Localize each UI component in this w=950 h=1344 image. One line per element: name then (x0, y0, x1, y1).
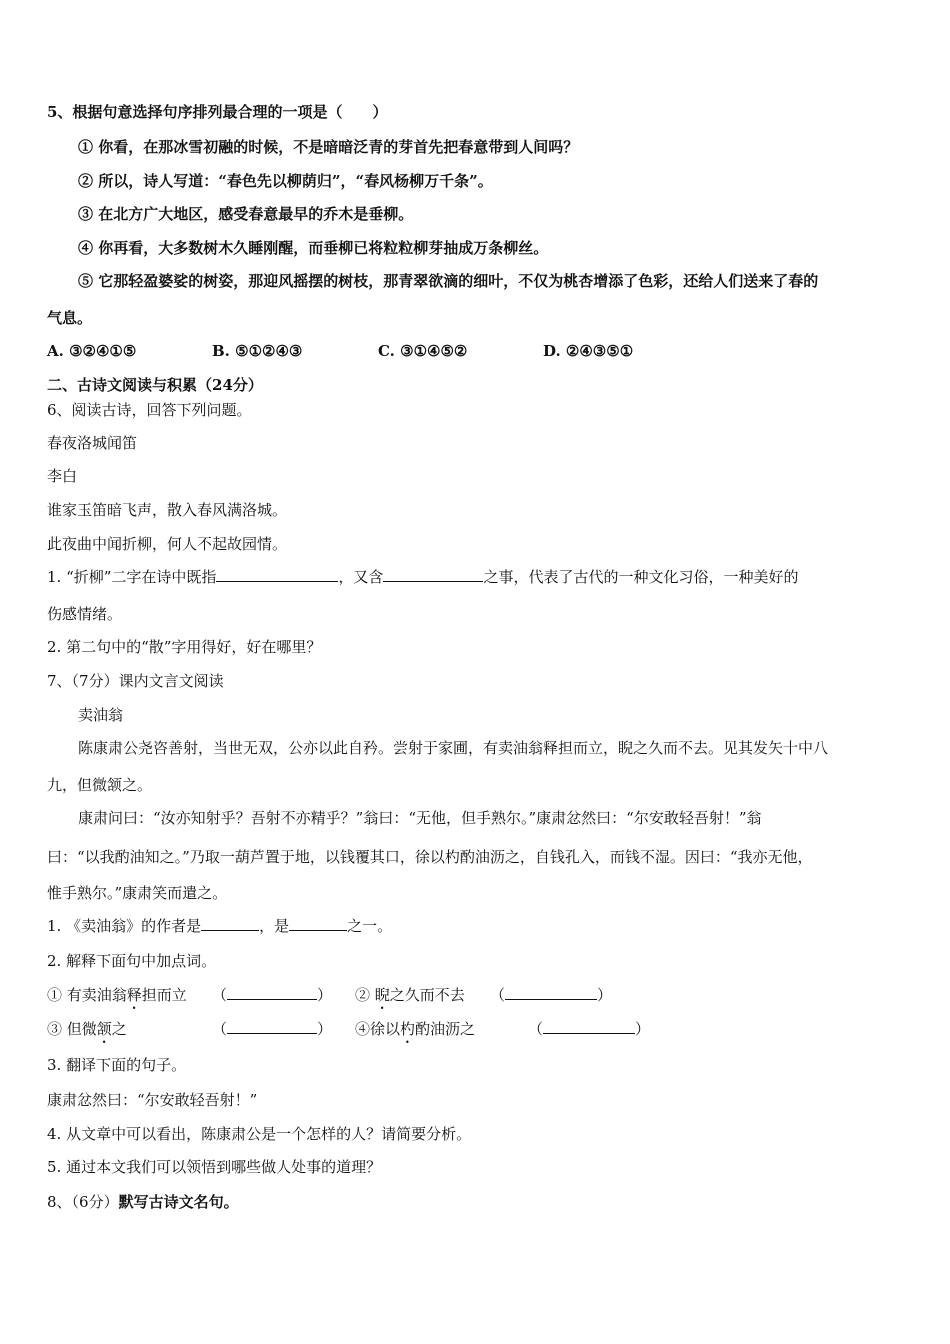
q5-sentence-1: ① 你看，在那冰雪初融的时候，不是暗暗泛青的芽首先把春意带到人间吗？ (78, 138, 579, 156)
q6-sub2: 2. 第二句中的“散”字用得好，好在哪里？ (47, 638, 322, 656)
passage-p2-line3: 惟手熟尔。”康肃笑而遣之。 (47, 884, 228, 902)
q5-option-c[interactable]: C. ③①④⑤② (378, 342, 468, 360)
passage-p2: 康肃问曰：“汝亦知射乎？吾射不亦精乎？”翁曰：“无他，但手熟尔。”康肃忿然曰：“尔安敢轻吾射！”翁 (78, 809, 762, 827)
q6-stem: 6、阅读古诗，回答下列问题。 (47, 401, 252, 419)
q8-stem: 8、（6分）默写古诗文名句。 (47, 1193, 239, 1211)
q5-sentence-2: ② 所以，诗人写道：“春色先以柳荫归”，“春风杨柳万千条”。 (78, 172, 493, 190)
word-answer-2: （ ） (490, 986, 613, 1004)
q5-sentence-5-cont: 气息。 (47, 309, 93, 327)
q5-sentence-3: ③ 在北方广大地区，感受春意最早的乔木是垂柳。 (78, 205, 414, 223)
passage-p2-line2: 曰：“以我酌油知之。”乃取一葫芦置于地，以钱覆其口，徐以杓酌油沥之，自钱孔入，而钱不湿。因曰：“我亦无他， (47, 848, 813, 866)
word-blank-2[interactable] (505, 985, 597, 1000)
q5-sentence-4: ④ 你再看，大多数树木久睡刚醒，而垂柳已将粒粒柳芽抽成万条柳丝。 (78, 239, 549, 257)
word-item-2: ② 睨之久而不去 (355, 986, 465, 1004)
word-answer-3: （ ） (212, 1020, 333, 1038)
word-item-1: ① 有卖油翁释担而立 (47, 986, 187, 1004)
q7-sub4: 4. 从文章中可以看出，陈康肃公是一个怎样的人？请简要分析。 (47, 1125, 472, 1143)
q5-option-a[interactable]: A. ③②④①⑤ (47, 342, 137, 360)
poem-line-1: 谁家玉笛暗飞声，散入春风满洛城。 (47, 501, 288, 519)
q5-stem: 5、根据句意选择句序排列最合理的一项是（ ） (47, 103, 388, 121)
q7-stem: 7、（7分）课内文言文阅读 (47, 672, 224, 690)
passage-p1-cont: 九，但微颔之。 (47, 776, 153, 794)
q7-group-blank[interactable] (289, 916, 347, 931)
q5-option-d[interactable]: D. ②④③⑤① (543, 342, 634, 360)
passage-p1: 陈康肃公尧咨善射，当世无双，公亦以此自矜。尝射于家圃，有卖油翁释担而立，睨之久而不去。见其发矢十中八 (78, 739, 829, 757)
section-2-heading: 二、古诗文阅读与积累（24分） (47, 376, 263, 394)
q6-blank-1[interactable] (216, 567, 338, 582)
passage-title: 卖油翁 (78, 706, 124, 724)
word-answer-1: （ ） (212, 986, 333, 1004)
q6-sub1: 1. “折柳”二字在诗中既指 ，又含 之事，代表了古代的一种文化习俗，一种美好的 (47, 568, 799, 586)
poem-title: 春夜洛城闻笛 (47, 434, 138, 452)
q7-sub3-sentence: 康肃忿然曰：“尔安敢轻吾射！” (47, 1091, 258, 1109)
q7-sub5: 5. 通过本文我们可以领悟到哪些做人处事的道理？ (47, 1158, 382, 1176)
q7-sub2: 2. 解释下面句中加点词。 (47, 952, 217, 970)
word-item-3: ③ 但微颔之 (47, 1020, 127, 1038)
poem-line-2: 此夜曲中闻折柳，何人不起故园情。 (47, 535, 288, 553)
q5-sentence-5: ⑤ 它那轻盈婆娑的树姿，那迎风摇摆的树枝，那青翠欲滴的细叶，不仅为桃杏增添了色彩，还给人们送来了春的 (78, 272, 819, 290)
q6-sub1-cont: 伤感情绪。 (47, 605, 123, 623)
q6-blank-2[interactable] (383, 567, 483, 582)
q5-option-b[interactable]: B. ⑤①②④③ (212, 342, 303, 360)
word-blank-4[interactable] (543, 1019, 635, 1034)
word-answer-4: （ ） (528, 1020, 651, 1038)
word-blank-3[interactable] (227, 1019, 317, 1034)
poem-author: 李白 (47, 467, 78, 485)
q7-author-blank[interactable] (201, 916, 259, 931)
q7-sub3: 3. 翻译下面的句子。 (47, 1056, 187, 1074)
word-blank-1[interactable] (227, 985, 317, 1000)
q7-sub1: 1. 《卖油翁》的作者是 ，是 之一。 (47, 917, 393, 935)
word-item-4: ④徐以杓酌油沥之 (355, 1020, 476, 1038)
